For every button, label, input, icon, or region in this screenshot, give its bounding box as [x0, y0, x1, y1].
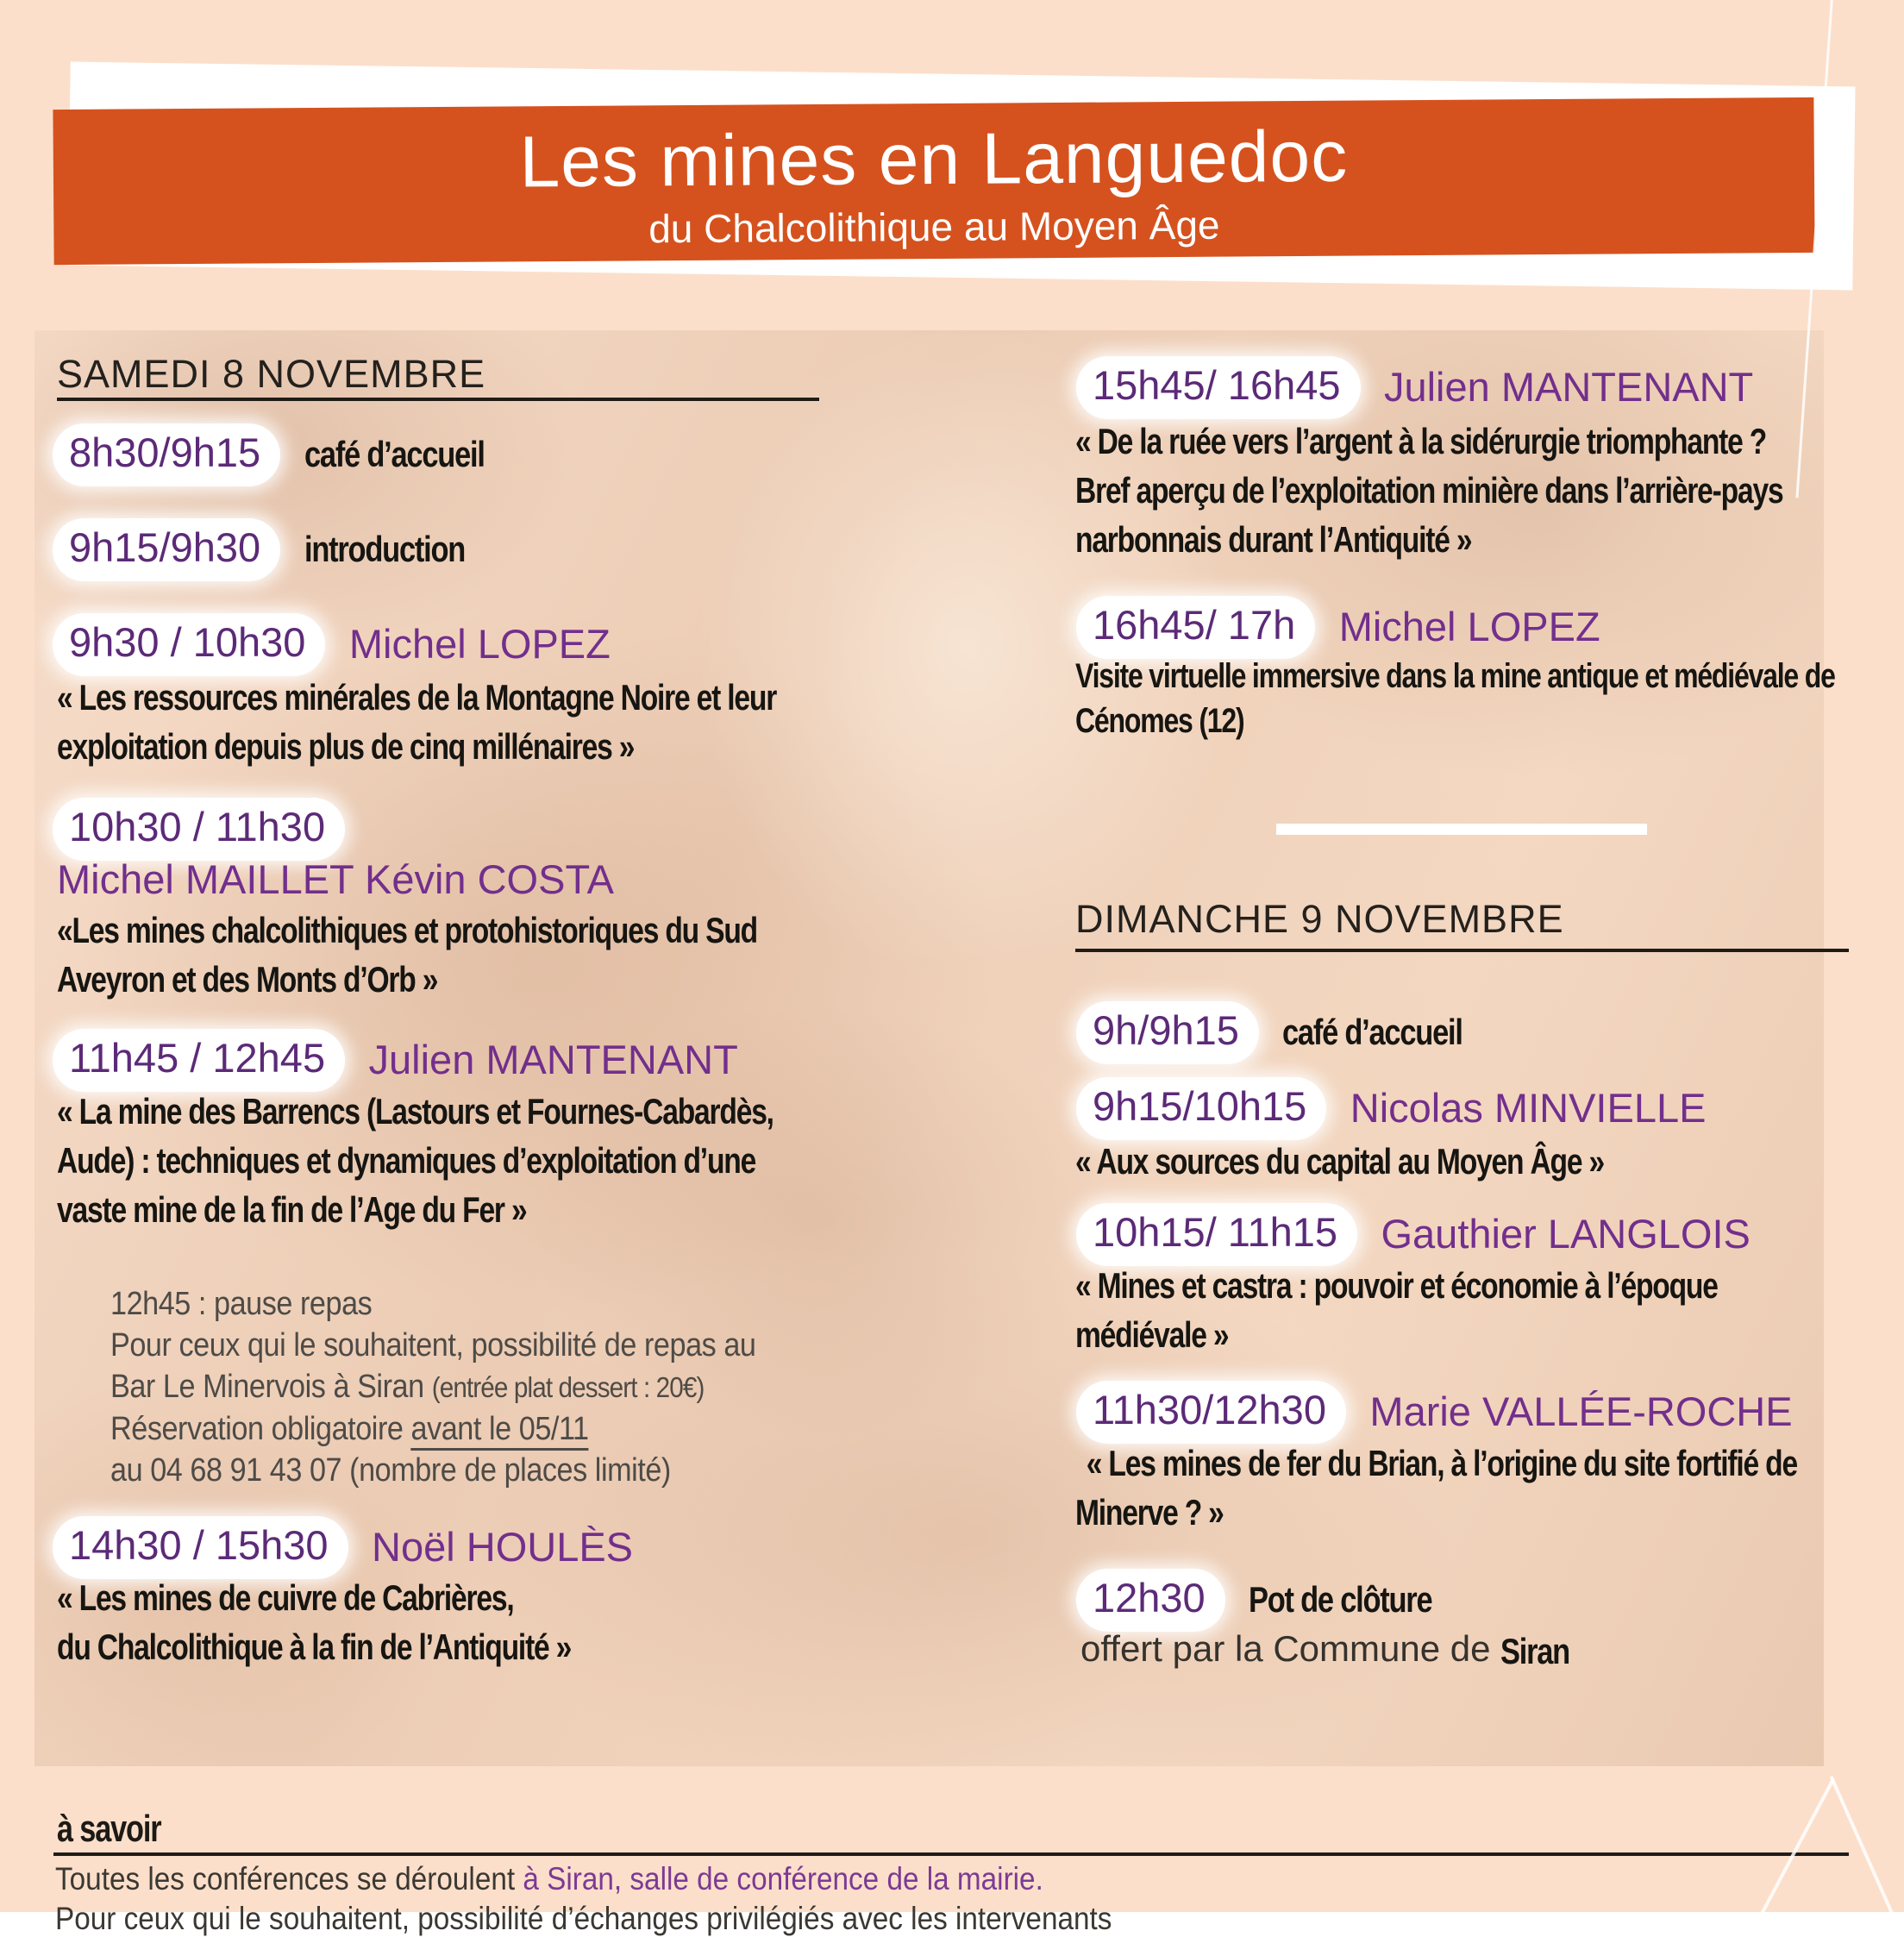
session-speaker: Michel LOPEZ [1338, 604, 1600, 650]
poster-subtitle: du Chalcolithique au Moyen Âge [648, 202, 1220, 252]
venue-highlight: à Siran, salle de conférence de la mairie. [523, 1861, 1043, 1896]
session-speaker: Michel LOPEZ [348, 621, 611, 668]
session-speaker: Julien MANTENANT [1383, 364, 1754, 411]
session-time: 9h30 / 10h30 [57, 617, 321, 672]
quote-line: « Mines et castra : pouvoir et économie à l’époque [1075, 1265, 1718, 1306]
session-time: 10h15/ 11h15 [1080, 1207, 1353, 1262]
session-quote [1075, 1439, 1797, 1537]
session-quote [1075, 417, 1782, 564]
session-time: 14h30 / 15h30 [57, 1520, 344, 1575]
session-quote [57, 673, 776, 771]
closing-offered-by [1080, 1628, 1585, 1672]
scratch-line-bottom-left-leg [1759, 1778, 1835, 1917]
quote-line: Aude) : techniques et dynamiques d’exploitation d’une [57, 1140, 756, 1181]
description-line: Cénomes (12) [1075, 702, 1244, 740]
session-row [1080, 1385, 1793, 1439]
session-time: 8h30/9h15 [57, 428, 276, 482]
session-quote [57, 906, 757, 1004]
saturday-header: SAMEDI 8 NOVEMBRE [57, 352, 486, 396]
session-speaker: Julien MANTENANT [368, 1037, 738, 1083]
session-speaker-row [57, 856, 614, 904]
venue-text: Toutes les conférences se déroulent [55, 1861, 523, 1896]
session-time: 16h45/ 17h [1080, 600, 1311, 655]
quote-line: Aveyron et des Monts d’Orb » [57, 959, 438, 1000]
quote-line: « De la ruée vers l’argent à la sidérurgie triomphante ? [1075, 421, 1767, 461]
session-time: 9h15/9h30 [57, 523, 276, 577]
note-price: (entrée plat dessert : 20€) [431, 1371, 705, 1403]
quote-line: médiévale » [1075, 1314, 1229, 1355]
session-desc: Pot de clôture [1249, 1579, 1432, 1620]
session-row [57, 1520, 633, 1575]
quote-line: « Les ressources minérales de la Montagne Noire et leur [57, 677, 777, 718]
session-time: 11h30/12h30 [1080, 1385, 1342, 1439]
session-row [1080, 1207, 1751, 1262]
session-time: 10h30 / 11h30 [57, 802, 341, 856]
session-row [57, 802, 365, 856]
offered-by-text: offert par la Commune de [1080, 1628, 1501, 1669]
footer-title: à savoir [57, 1808, 161, 1850]
session-row [1080, 1081, 1706, 1136]
sunday-header-rule [1075, 949, 1849, 952]
quote-line: « Les mines de cuivre de Cabrières, [57, 1577, 514, 1618]
description-line: Visite virtuelle immersive dans la mine antique et médiévale de [1075, 657, 1835, 695]
quote-line: « Les mines de fer du Brian, à l’origine du site fortifié de [1086, 1443, 1797, 1483]
session-row [1080, 600, 1600, 655]
session-row [57, 617, 611, 672]
session-quote [57, 1087, 774, 1234]
session-row [1080, 1006, 1502, 1060]
note-text: Bar Le Minervois à Siran [110, 1369, 432, 1405]
session-quote [1075, 1137, 1604, 1186]
scratch-line-bottom-right-leg [1830, 1776, 1896, 1919]
session-speaker: Noël HOULÈS [372, 1524, 634, 1570]
offered-by-town: Siran [1500, 1630, 1570, 1671]
session-time: 15h45/ 16h45 [1080, 360, 1356, 415]
poster-title: Les mines en Languedoc [519, 115, 1349, 203]
title-banner [53, 97, 1814, 265]
note-line [110, 1366, 755, 1408]
quote-line: exploitation depuis plus de cinq millénaires » [57, 726, 635, 767]
session-row [57, 523, 500, 577]
saturday-header-rule [57, 398, 819, 401]
session-desc: café d’accueil [1282, 1012, 1463, 1053]
session-row [1080, 360, 1753, 415]
session-description [1075, 654, 1835, 743]
note-line: Pour ceux qui le souhaitent, possibilité de repas au [110, 1327, 756, 1363]
session-time: 11h45 / 12h45 [57, 1033, 341, 1088]
section-divider [1276, 824, 1647, 835]
session-speaker: Michel MAILLET Kévin COSTA [57, 856, 615, 902]
note-line [110, 1408, 755, 1450]
quote-line: «Les mines chalcolithiques et protohistoriques du Sud [57, 910, 758, 950]
session-quote [57, 1573, 571, 1671]
session-row [57, 428, 523, 482]
lunch-note [110, 1283, 755, 1491]
quote-line: narbonnais durant l’Antiquité » [1075, 519, 1472, 560]
footer-rule [53, 1852, 1849, 1856]
note-text: Réservation obligatoire [110, 1411, 411, 1447]
session-speaker: Gauthier LANGLOIS [1381, 1211, 1751, 1257]
note-line: 12h45 : pause repas [110, 1286, 373, 1322]
session-desc: café d’accueil [304, 434, 485, 475]
sunday-header: DIMANCHE 9 NOVEMBRE [1075, 897, 1564, 941]
note-deadline: avant le 05/11 [411, 1411, 589, 1451]
session-desc: introduction [304, 529, 465, 570]
note-line: au 04 68 91 43 07 (nombre de places limité) [110, 1452, 671, 1489]
session-row [57, 1033, 738, 1088]
footer-venue-line [55, 1861, 1043, 1897]
session-time: 12h30 [1080, 1573, 1221, 1627]
quote-line: « Aux sources du capital au Moyen Âge » [1075, 1141, 1604, 1182]
session-speaker: Marie VALLÉE-ROCHE [1369, 1388, 1793, 1435]
quote-line: du Chalcolithique à la fin de l’Antiquité » [57, 1627, 572, 1667]
session-time: 9h15/10h15 [1080, 1081, 1322, 1136]
session-time: 9h/9h15 [1080, 1006, 1255, 1060]
quote-line: Minerve ? » [1075, 1492, 1224, 1533]
session-speaker: Nicolas MINVIELLE [1350, 1085, 1707, 1131]
session-quote [1075, 1261, 1718, 1359]
quote-line: vaste mine de la fin de l’Age du Fer » [57, 1189, 527, 1230]
quote-line: « La mine des Barrencs (Lastours et Fournes-Cabardès, [57, 1091, 774, 1131]
session-row [1080, 1573, 1472, 1627]
footer-clipped-line: Pour ceux qui le souhaitent, possibilité d’échanges privilégiés avec les intervenants [55, 1901, 1112, 1936]
quote-line: Bref aperçu de l’exploitation minière dans l’arrière-pays [1075, 470, 1783, 511]
